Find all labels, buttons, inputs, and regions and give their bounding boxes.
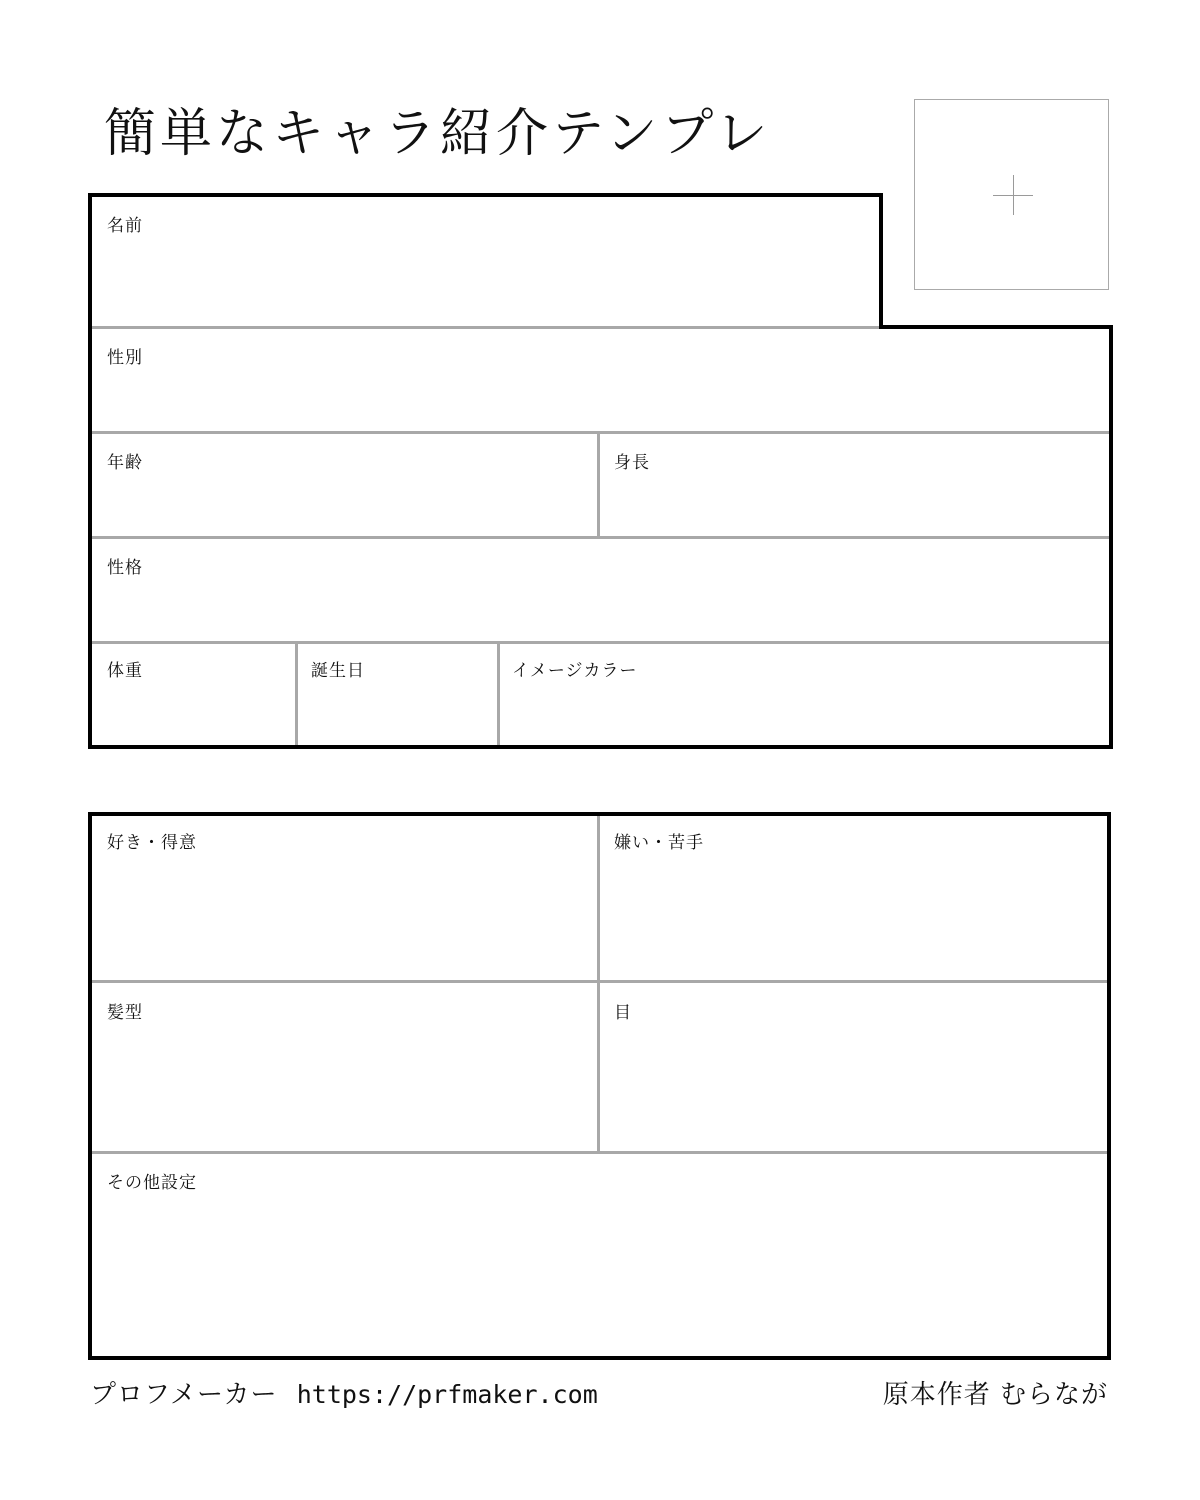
plus-icon-vertical	[1013, 175, 1014, 215]
gender-label: 性別	[107, 348, 143, 368]
form2-border-left	[88, 812, 92, 1360]
form1-grid-line	[92, 326, 879, 329]
hairstyle-label: 髪型	[107, 1003, 143, 1023]
form2-border-right	[1107, 812, 1111, 1360]
birthday-label: 誕生日	[311, 661, 365, 681]
gender-field[interactable]	[92, 330, 1110, 432]
age-field[interactable]	[92, 435, 598, 537]
footer-left	[90, 1374, 598, 1411]
form1-grid-line	[295, 644, 298, 745]
name-field[interactable]	[92, 198, 880, 326]
footer-url-link[interactable]: https://prfmaker.com	[296, 1380, 598, 1409]
photo-upload-box[interactable]	[914, 99, 1109, 290]
footer-credit: 原本作者 むらなが	[882, 1380, 1108, 1410]
image-color-label: イメージカラー	[512, 661, 638, 681]
personality-label: 性格	[107, 558, 143, 578]
form1-grid-line	[92, 431, 1109, 434]
other-settings-label: その他設定	[107, 1173, 197, 1193]
personality-field[interactable]	[92, 540, 1110, 642]
form1-border-top	[88, 193, 883, 197]
height-label: 身長	[614, 453, 650, 473]
form1-grid-line	[497, 644, 500, 745]
dislikes-label: 嫌い・苦手	[614, 833, 704, 853]
form2-border-bottom	[88, 1356, 1111, 1360]
form1-grid-line	[92, 641, 1109, 644]
form1-grid-line	[597, 434, 600, 537]
other-settings-field[interactable]	[92, 1155, 1107, 1355]
height-field[interactable]	[601, 435, 1110, 537]
eyes-field[interactable]	[601, 984, 1107, 1152]
page-title: 簡単なキャラ紹介テンプレ	[104, 104, 772, 164]
form1-border-bottom	[88, 745, 1113, 749]
form1-border-top-right	[879, 325, 1113, 329]
footer-site-name: プロフメーカー	[90, 1380, 278, 1410]
form1-grid-line	[92, 536, 1109, 539]
eyes-label: 目	[614, 1003, 632, 1023]
weight-label: 体重	[107, 661, 143, 681]
hairstyle-field[interactable]	[92, 984, 598, 1152]
form1-border-step	[879, 193, 883, 329]
likes-label: 好き・得意	[107, 833, 197, 853]
form2-grid-line	[597, 816, 600, 1152]
form1-border-right	[1109, 325, 1113, 749]
age-label: 年齢	[107, 453, 143, 473]
name-label: 名前	[107, 216, 143, 236]
form1-border-left	[88, 193, 92, 749]
